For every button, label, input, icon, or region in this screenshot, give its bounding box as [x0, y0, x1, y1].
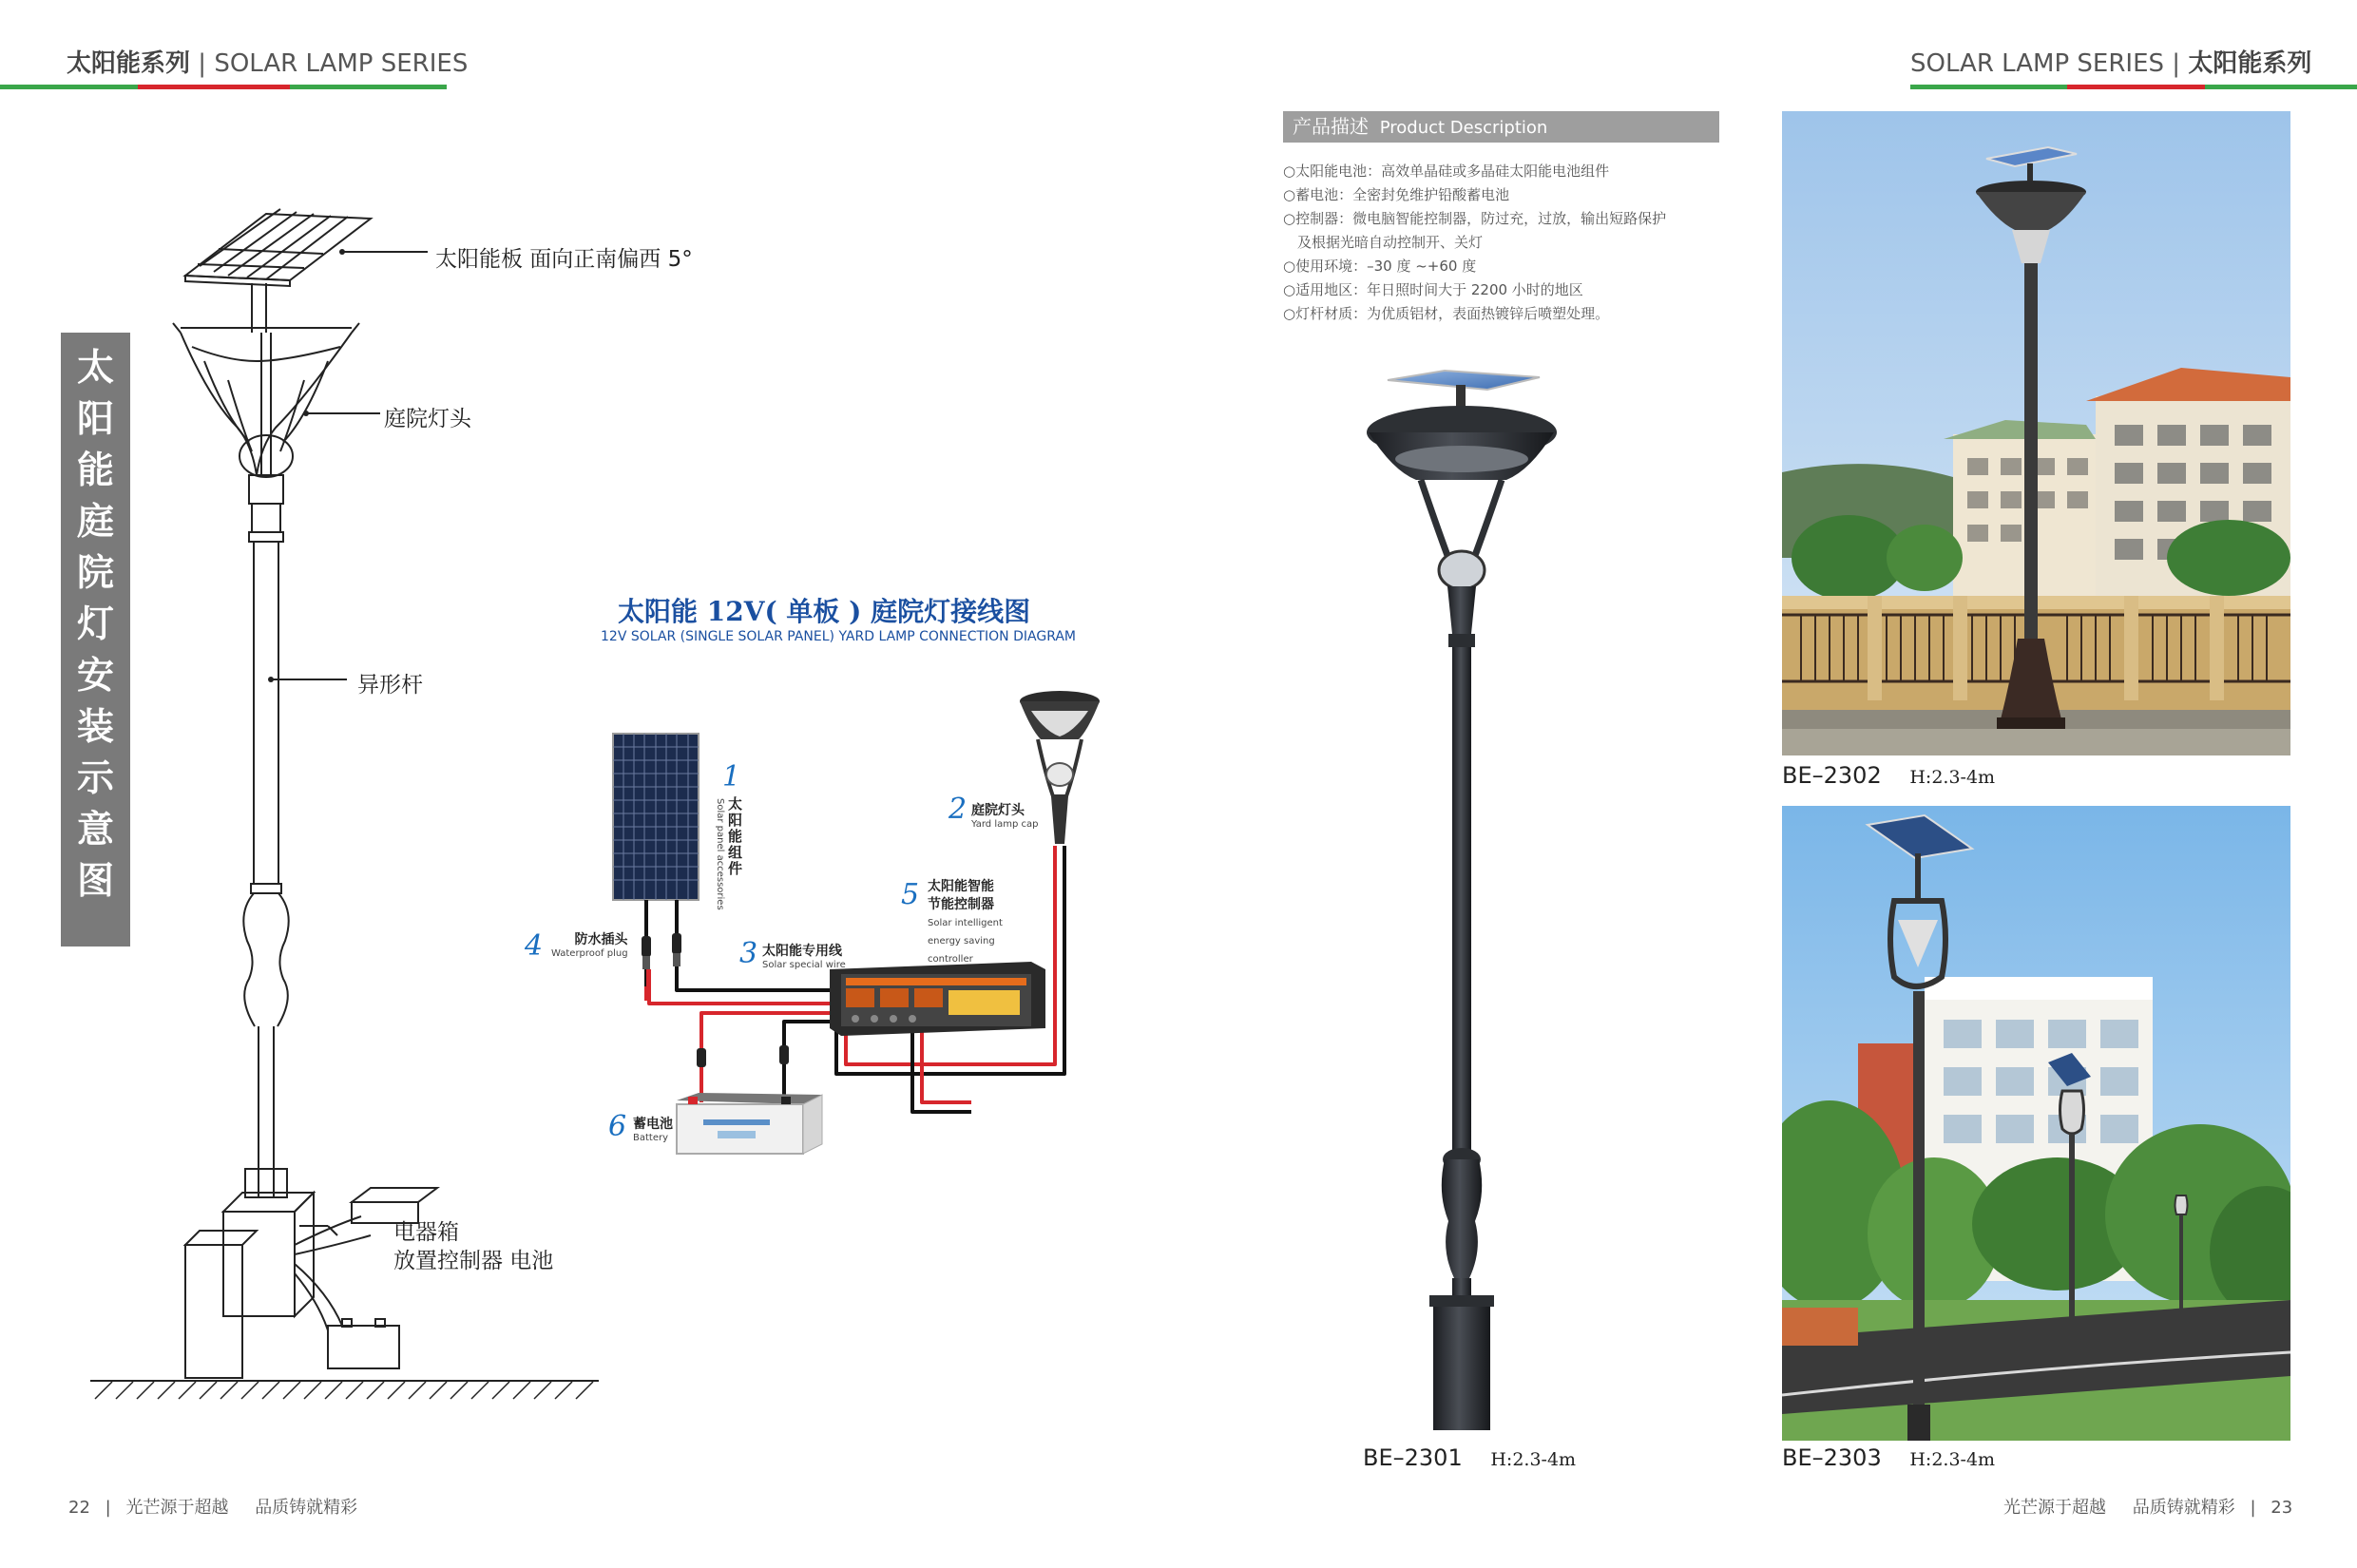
- product-model: BE–2303: [1782, 1444, 1882, 1471]
- solar-panel-illustration: [185, 209, 371, 333]
- description-item: ○太阳能电池：高效单晶硅或多晶硅太阳能电池组件: [1283, 163, 1610, 180]
- component-en-5b: energy saving: [928, 936, 995, 947]
- vertical-title-char: 灯: [76, 602, 114, 646]
- component-cn-6: 蓄电池: [633, 1117, 673, 1132]
- header-left-cn: 太阳能系列: [67, 49, 191, 78]
- component-number-3: 3: [739, 937, 758, 970]
- component-label-1: 太阳能组件: [728, 795, 743, 877]
- label-lamp-head: 庭院灯头: [384, 407, 471, 431]
- product-model: BE–2302: [1782, 762, 1882, 789]
- component-cn-4: 防水插头: [574, 932, 628, 947]
- product-height: H:2.3-4m: [1909, 767, 1996, 788]
- component-number-2: 2: [949, 793, 968, 826]
- component-cn-5b: 节能控制器: [928, 897, 994, 912]
- component-en-6: Battery: [633, 1133, 669, 1143]
- footer-slogan: 光芒源于超越: [125, 1498, 229, 1518]
- component-label-4: [551, 929, 628, 959]
- vertical-title-char: 阳: [76, 397, 114, 441]
- footer-right: [2003, 1494, 2292, 1519]
- component-cn-3: 太阳能专用线: [762, 944, 842, 959]
- pole-illustration: [243, 504, 288, 1197]
- component-number-5: 5: [901, 878, 920, 911]
- page-number-right: 23: [2271, 1498, 2293, 1518]
- component-en-4: Waterproof plug: [551, 948, 628, 959]
- component-en-2: Yard lamp cap: [971, 819, 1039, 830]
- header-stripe-red: [138, 85, 290, 89]
- component-number-6: 6: [608, 1110, 627, 1143]
- product-photo-be2302: [1782, 111, 2290, 755]
- header-stripe-green: [290, 85, 447, 89]
- header-right-sep: |: [2172, 49, 2181, 78]
- product-photo-be2303: [1782, 806, 2290, 1441]
- component-label-5: [928, 878, 1003, 968]
- footer-sep: |: [2250, 1498, 2256, 1518]
- component-label-6: [633, 1114, 673, 1143]
- description-item: ○控制器：微电脑智能控制器，防过充，过放，输出短路保护: [1283, 210, 1667, 227]
- header-stripe-red: [2067, 85, 2205, 89]
- vertical-title-char: 能: [76, 449, 114, 492]
- product-label-be2302: [1782, 762, 1995, 789]
- product-label-be2303: [1782, 1444, 1995, 1471]
- description-head-cn: 产品描述: [1293, 115, 1369, 138]
- label-pole: 异形杆: [357, 673, 423, 698]
- product-image-be2301: [1350, 366, 1578, 1435]
- label-electrical-box: 电器箱: [393, 1220, 459, 1245]
- component-en-1: Solar panel accessories: [715, 798, 725, 910]
- product-label-be2301: [1363, 1444, 1576, 1471]
- ground-hatch: [95, 1382, 593, 1399]
- label-solar-panel: 太阳能板 面向正南偏西 5°: [435, 247, 693, 272]
- description-item: 及根据光暗自动控制开、关灯: [1283, 234, 1484, 251]
- header-left-en: SOLAR LAMP SERIES: [214, 49, 469, 78]
- vertical-title-char: 庭: [76, 500, 114, 544]
- description-item: ○蓄电池：全密封免维护铅酸蓄电池: [1283, 186, 1510, 203]
- wiring-diagram-title: 太阳能 12V( 单板 ) 庭院灯接线图: [618, 596, 1031, 627]
- vertical-title-char: 示: [76, 756, 114, 800]
- vertical-title-char: 院: [76, 551, 114, 595]
- diagram-solar-panel: [613, 734, 699, 900]
- product-height: H:2.3-4m: [1909, 1449, 1996, 1470]
- wiring-diagram-subtitle: 12V SOLAR (SINGLE SOLAR PANEL) YARD LAMP CONNECTION DIAGRAM: [601, 629, 1077, 644]
- product-height: H:2.3-4m: [1490, 1449, 1577, 1470]
- component-number-1: 1: [722, 760, 741, 794]
- header-left: [67, 44, 468, 79]
- vertical-title-char: 意: [76, 808, 114, 851]
- product-description-list: [1283, 160, 1730, 326]
- component-label-2: [971, 800, 1038, 830]
- component-en-5c: controller: [928, 954, 973, 965]
- footer-left: [68, 1494, 357, 1519]
- footer-slogan: 品质铸就精彩: [255, 1498, 358, 1518]
- description-head-en: Product Description: [1379, 118, 1548, 138]
- footer-slogan: 光芒源于超越: [2003, 1498, 2106, 1518]
- component-cn-2: 庭院灯头: [971, 803, 1025, 818]
- description-item: ○灯杆材质：为优质铝材，表面热镀锌后喷塑处理。: [1283, 305, 1610, 322]
- component-en-3: Solar special wire: [762, 960, 846, 970]
- component-cn-5a: 太阳能智能: [928, 879, 994, 894]
- header-right-cn: 太阳能系列: [2188, 49, 2312, 78]
- component-number-4: 4: [525, 929, 544, 963]
- header-right: [1910, 44, 2311, 79]
- vertical-title-char: 安: [76, 654, 114, 698]
- header-stripe-green: [2205, 85, 2357, 89]
- header-stripe-green: [1910, 85, 2067, 89]
- page-number-left: 22: [68, 1498, 90, 1518]
- footer-sep: |: [105, 1498, 111, 1518]
- label-box-contents: 放置控制器 电池: [393, 1249, 554, 1273]
- diagram-battery: [677, 1093, 822, 1154]
- vertical-title-char: 装: [76, 705, 114, 749]
- product-model: BE–2301: [1363, 1444, 1463, 1471]
- product-description-header: [1283, 111, 1719, 143]
- diagram-controller: [830, 962, 1045, 1036]
- footer-slogan: 品质铸就精彩: [2132, 1498, 2235, 1518]
- wiring-diagram-final: [513, 684, 1140, 1159]
- header-right-en: SOLAR LAMP SERIES: [1910, 49, 2165, 78]
- component-label-3: [762, 941, 846, 970]
- header-stripe-green: [0, 85, 138, 89]
- description-item: ○适用地区：年日照时间大于 2200 小时的地区: [1283, 281, 1583, 298]
- component-en-5a: Solar intelligent: [928, 918, 1003, 928]
- description-item: ○使用环境：–30 度 ~+60 度: [1283, 258, 1477, 275]
- vertical-title-char: 太: [76, 346, 114, 390]
- vertical-title-char: 图: [76, 859, 114, 903]
- header-left-sep: |: [198, 49, 207, 78]
